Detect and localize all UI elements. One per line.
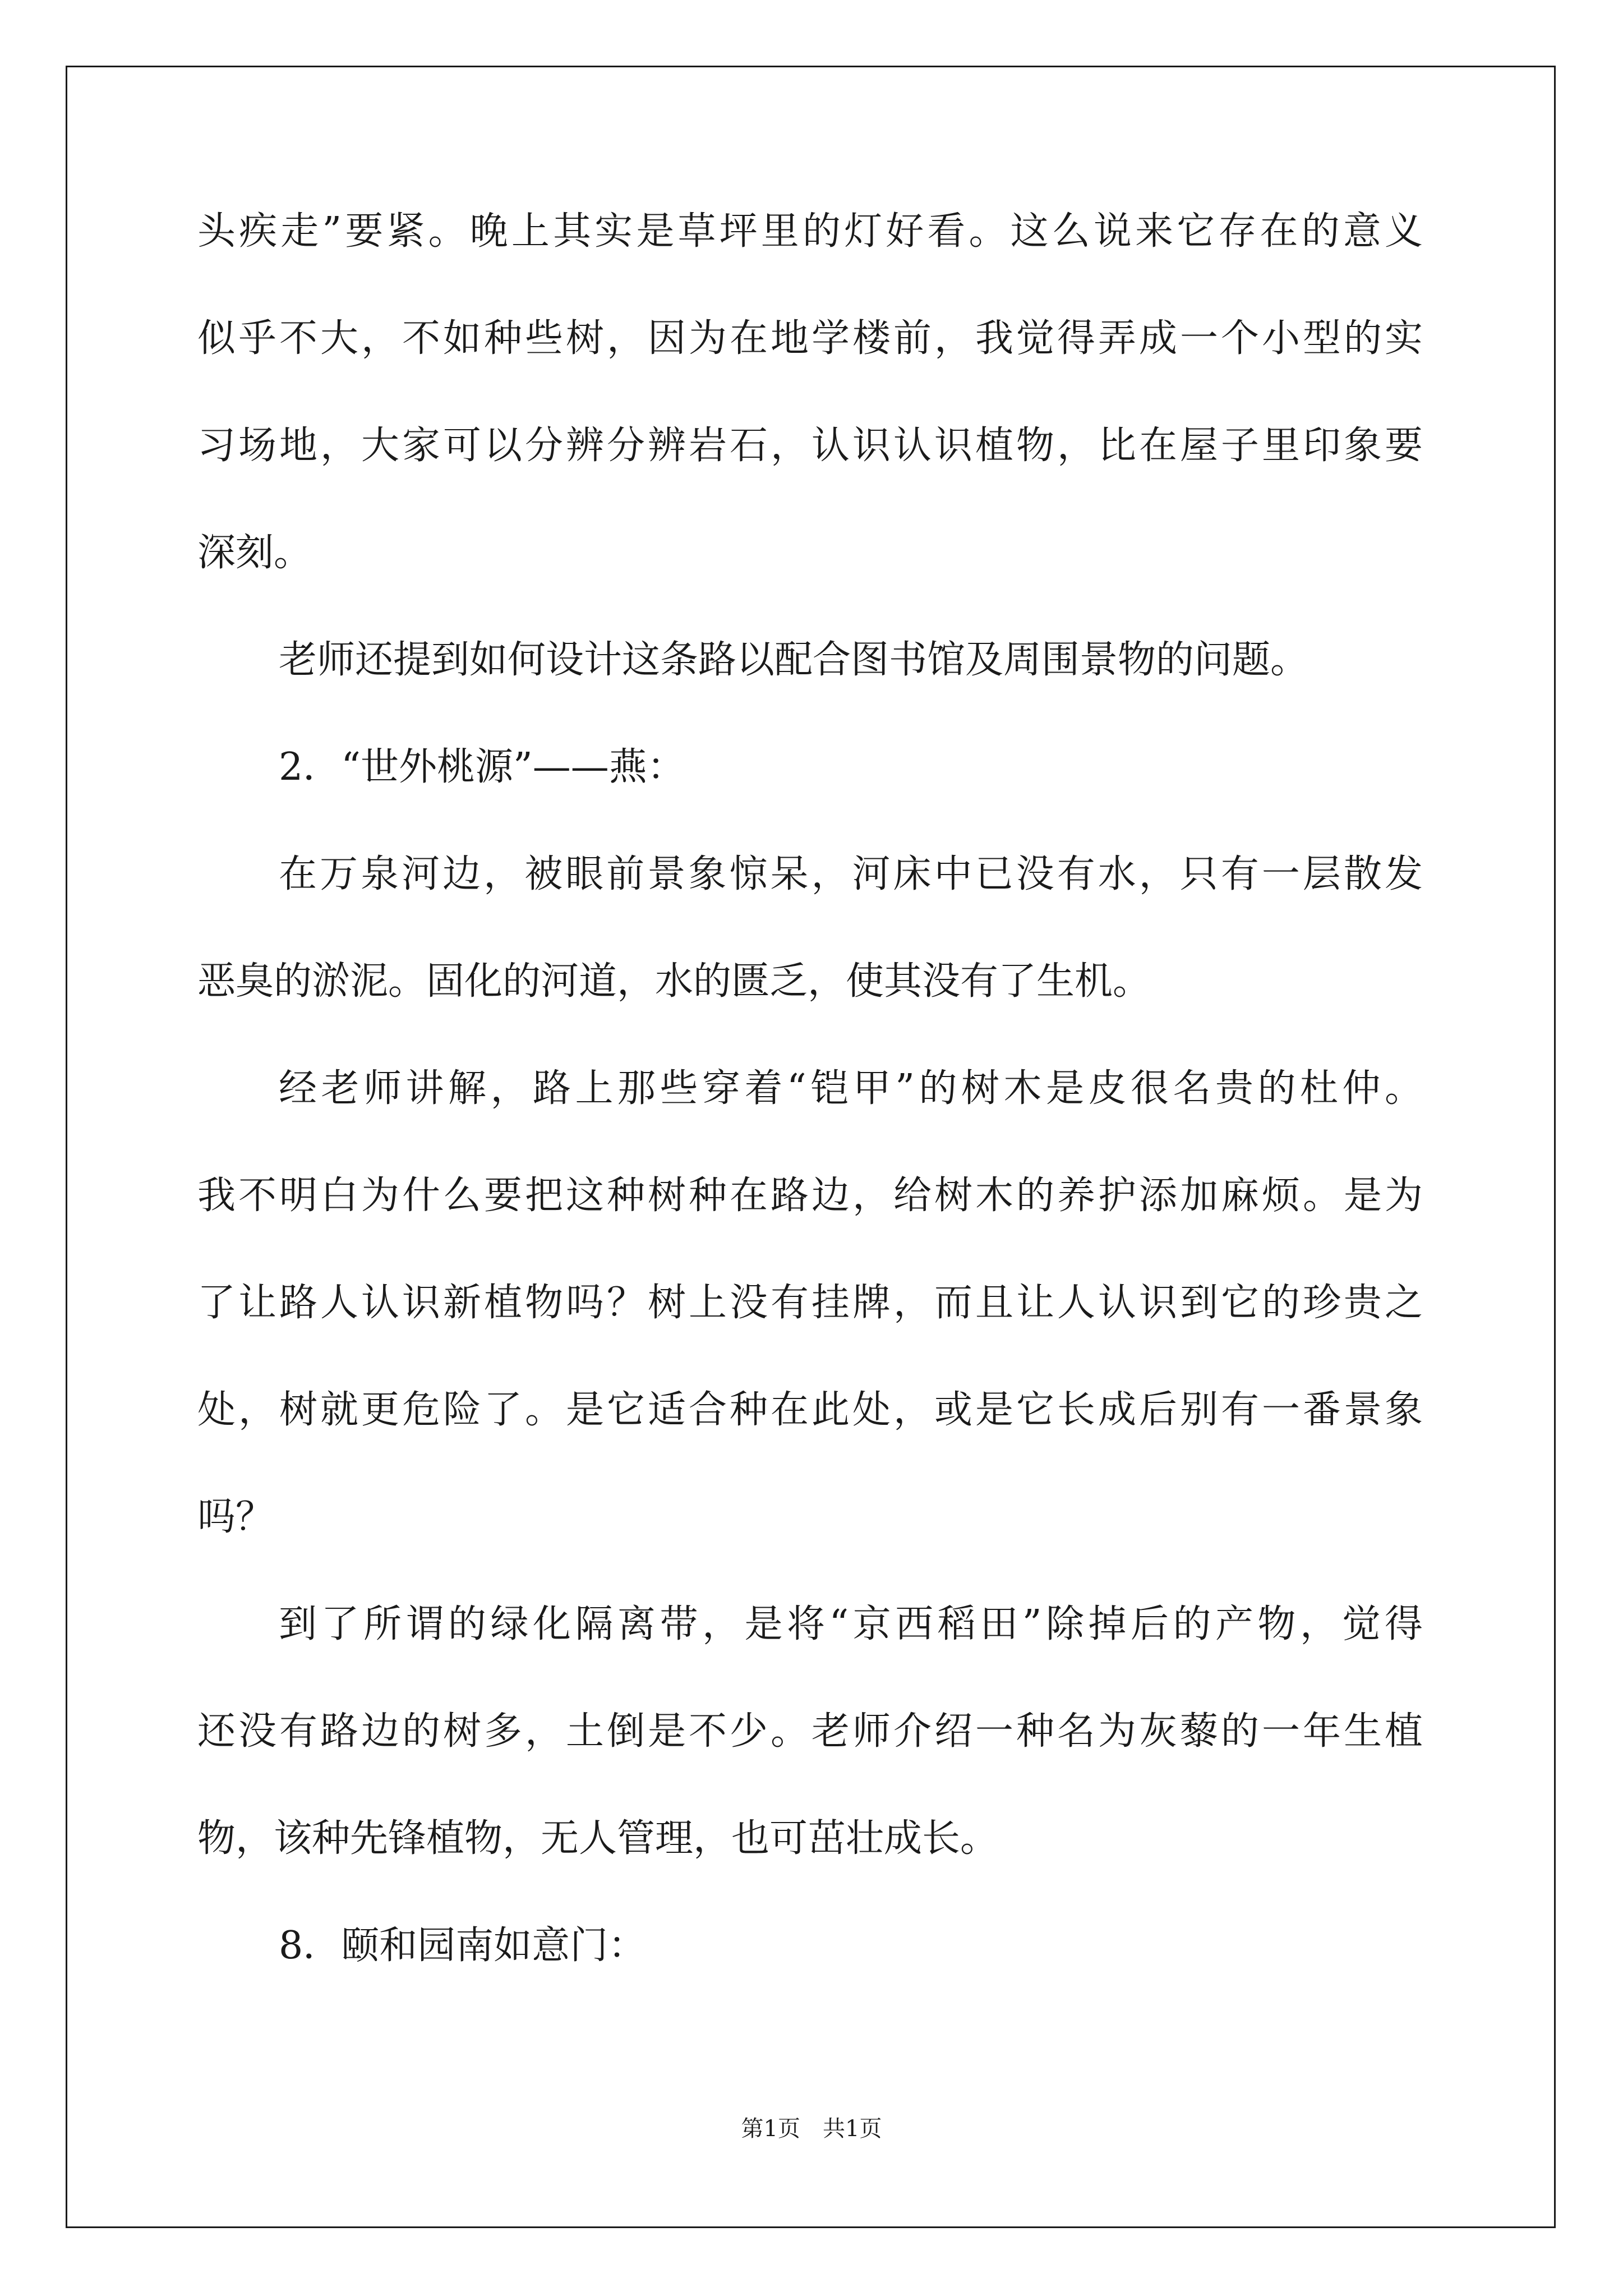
text-line: 头疾走”要紧。晚上其实是草坪里的灯好看。这么说来它存在的意义	[197, 209, 1423, 254]
text-line: 物，该种先锋植物，无人管理，也可茁壮成长。	[197, 1816, 999, 1861]
text-line: 习场地，大家可以分辨分辨岩石，认识认识植物，比在屋子里印象要	[197, 424, 1423, 468]
text-line: 深刻。	[197, 531, 312, 575]
text-line: 8．颐和园南如意门：	[279, 1924, 647, 1968]
text-line: 我不明白为什么要把这种树种在路边，给树木的养护添加麻烦。是为	[197, 1174, 1423, 1218]
document-body	[197, 208, 1423, 2029]
text-line: 老师还提到如何设计这条路以配合图书馆及周围景物的问题。	[279, 638, 1309, 682]
text-line: 似乎不大，不如种些树，因为在地学楼前，我觉得弄成一个小型的实	[197, 316, 1423, 361]
text-line: 2．“世外桃源”——燕：	[279, 745, 685, 789]
paragraph	[197, 850, 1423, 1005]
text-line: 处，树就更危险了。是它适合种在此处，或是它长成后别有一番景象	[197, 1388, 1423, 1432]
text-line: 了让路人认识新植物吗？树上没有挂牌，而且让人认识到它的珍贵之	[197, 1281, 1423, 1325]
text-line: 吗？	[197, 1495, 274, 1539]
text-line: 到了所谓的绿化隔离带，是将“京西稻田”除掉后的产物，觉得	[279, 1602, 1423, 1646]
page-number-footer: 第1页 共1页	[741, 2116, 882, 2142]
text-line: 恶臭的淤泥。固化的河道，水的匮乏，使其没有了生机。	[197, 959, 1151, 1004]
paragraph	[197, 1600, 1423, 1862]
paragraph	[197, 636, 1423, 684]
section-heading	[197, 743, 1423, 791]
text-line: 经老师讲解，路上那些穿着“铠甲”的树木是皮很名贵的杜仲。	[279, 1066, 1423, 1111]
section-heading	[197, 1922, 1423, 1970]
paragraph	[197, 208, 1423, 577]
paragraph	[197, 1065, 1423, 1541]
text-line: 在万泉河边，被眼前景象惊呆，河床中已没有水，只有一层散发	[279, 852, 1423, 896]
text-line: 还没有路边的树多，土倒是不少。老师介绍一种名为灰藜的一年生植	[197, 1709, 1423, 1754]
